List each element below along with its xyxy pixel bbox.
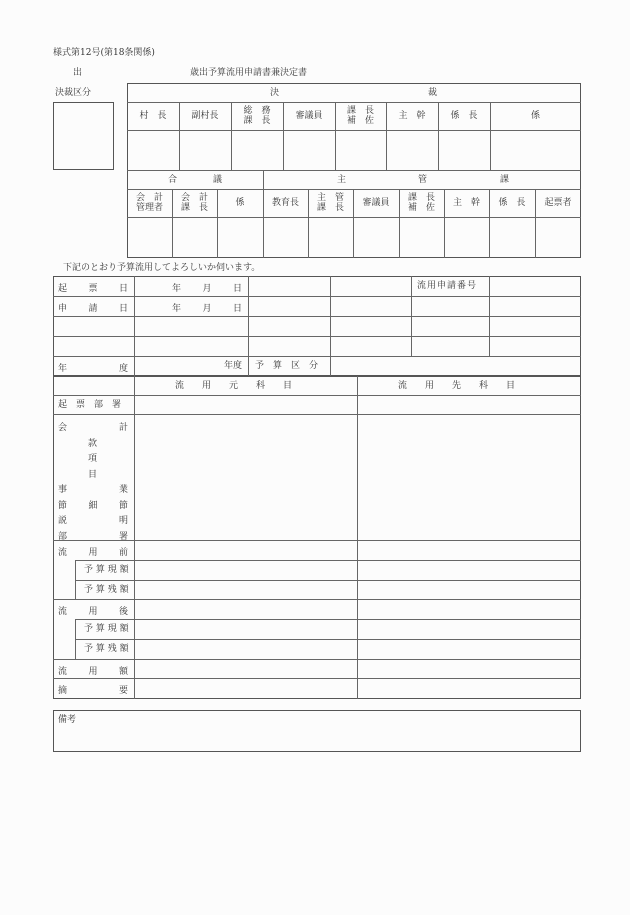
role-section-chief: 係 長 [450, 111, 478, 121]
stamp-superintendent[interactable] [264, 218, 307, 257]
out-label: 出 [73, 68, 83, 78]
source-amount-field[interactable] [135, 660, 356, 677]
application-date-label: 申 請 日 [58, 304, 128, 314]
role-superintendent: 教育長 [271, 198, 299, 208]
role-section-chief-2: 係 長 [498, 198, 526, 208]
role-accounting-staff: 係 [235, 198, 245, 208]
stamp-deputy-chief[interactable] [336, 131, 385, 169]
stamp-accounting-chief[interactable] [173, 218, 216, 257]
fiscal-year-suffix: 年度 [224, 361, 243, 371]
role-mayor: 村 長 [139, 111, 167, 121]
stamp-accounting-manager[interactable] [128, 218, 171, 257]
before-budget-current-label: 予 算 現 額 [84, 565, 129, 575]
page-title: 歳出予算流用申請書兼決定書 [190, 68, 308, 78]
dest-drafting-dept-field[interactable] [358, 396, 580, 413]
info-cell-r3c1[interactable] [54, 317, 133, 335]
shukan-label-1: 主 [337, 175, 347, 185]
stamp-drafter[interactable] [536, 218, 580, 257]
form-number: 様式第12号(第18条関係) [53, 48, 155, 58]
kessai-label-left: 決 [270, 88, 280, 98]
after-transfer-label: 流 用 後 [58, 607, 128, 617]
stamp-councilor[interactable] [284, 131, 334, 169]
drafting-date-label: 起 票 日 [58, 284, 128, 294]
before-transfer-label: 流 用 前 [58, 548, 128, 558]
role-accounting-chief: 会 計 課 長 [180, 193, 208, 213]
source-drafting-dept-field[interactable] [135, 396, 356, 413]
fiscal-year-label: 年 度 [58, 364, 128, 374]
decision-category-label: 決裁区分 [55, 88, 92, 98]
remarks-box[interactable] [53, 710, 581, 752]
fiscal-year-field[interactable] [135, 357, 220, 375]
stamp-deputy-chief-2[interactable] [400, 218, 443, 257]
decision-category-box[interactable] [53, 102, 114, 170]
dest-summary-field[interactable] [358, 679, 580, 698]
remarks-label: 備考 [58, 715, 77, 725]
request-text: 下記のとおり予算流用してよろしいか伺います。 [63, 263, 261, 273]
source-account-header: 流 用 元 科 目 [175, 381, 293, 391]
role-accounting-manager: 会 計 管理者 [135, 193, 163, 213]
shukan-label-3: 課 [500, 175, 510, 185]
kessai-label-right: 裁 [428, 88, 438, 98]
gougi-label-right: 議 [213, 175, 223, 185]
drafting-dept-label: 起 票 部 署 [58, 400, 122, 410]
stamp-section-chief[interactable] [439, 131, 489, 169]
transfer-amount-label: 流 用 額 [58, 667, 128, 677]
role-staff: 係 [530, 111, 540, 121]
application-date-field[interactable]: 年 月 日 [172, 304, 242, 314]
info-cell-r1c4[interactable] [331, 277, 410, 295]
source-summary-field[interactable] [135, 679, 356, 698]
budget-category-label: 予 算 区 分 [255, 361, 319, 371]
role-manager: 主 幹 [398, 111, 426, 121]
dest-before-field[interactable] [358, 541, 580, 559]
dest-account-field[interactable] [358, 415, 580, 539]
stamp-mayor[interactable] [128, 131, 178, 169]
dest-amount-field[interactable] [358, 660, 580, 677]
stamp-councilor-2[interactable] [354, 218, 398, 257]
summary-label: 摘 要 [58, 686, 128, 696]
drafting-date-field[interactable]: 年 月 日 [172, 284, 242, 294]
role-drafter: 起票者 [544, 198, 572, 208]
stamp-responsible-chief[interactable] [309, 218, 352, 257]
stamp-accounting-staff[interactable] [218, 218, 262, 257]
gougi-label-left: 合 [168, 175, 178, 185]
stamp-section-chief-2[interactable] [490, 218, 534, 257]
info-cell-r1c3[interactable] [249, 277, 329, 295]
info-cell-r4c1[interactable] [54, 337, 133, 355]
role-councilor-2: 審議員 [362, 198, 390, 208]
account-lines-label: 会 計 款 項 目 事 業 節 細 節 説 明 部 署 [58, 423, 128, 542]
dest-account-header: 流 用 先 科 目 [398, 381, 516, 391]
stamp-staff[interactable] [491, 131, 580, 169]
source-before-field[interactable] [135, 541, 356, 559]
transfer-request-no-field[interactable] [490, 277, 580, 295]
after-budget-remaining-label: 予 算 残 額 [84, 644, 129, 654]
transfer-request-no-label: 流用申請番号 [417, 281, 478, 291]
role-deputy-chief-2: 課 長 補 佐 [407, 193, 435, 213]
role-deputy-chief: 課 長 補 佐 [346, 106, 374, 126]
stamp-deputy-mayor[interactable] [180, 131, 230, 169]
before-budget-remaining-label: 予 算 残 額 [84, 585, 129, 595]
after-budget-current-label: 予 算 現 額 [84, 624, 129, 634]
stamp-manager-2[interactable] [445, 218, 488, 257]
source-account-field[interactable] [135, 415, 356, 539]
budget-category-field[interactable] [331, 357, 580, 375]
role-general-affairs-chief: 総 務 課 長 [243, 106, 271, 126]
shukan-label-2: 管 [418, 175, 428, 185]
role-councilor: 審議員 [295, 111, 323, 121]
stamp-general-affairs-chief[interactable] [232, 131, 282, 169]
role-deputy-mayor: 副村長 [191, 111, 219, 121]
role-manager-2: 主 幹 [452, 198, 480, 208]
stamp-manager[interactable] [387, 131, 437, 169]
role-responsible-chief: 主 管 課 長 [316, 193, 344, 213]
